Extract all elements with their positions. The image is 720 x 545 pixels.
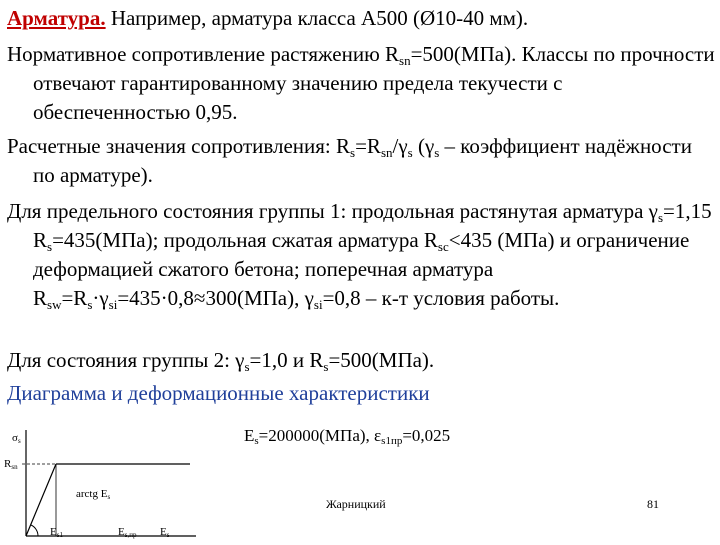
subscript: s bbox=[107, 493, 111, 501]
rsn-label bbox=[4, 458, 18, 470]
text-run: E bbox=[160, 526, 167, 538]
text-run: – коэффициент надёжности по арматуре). bbox=[33, 134, 692, 187]
text-run: E bbox=[50, 526, 57, 538]
subscript: s bbox=[166, 531, 170, 539]
text-run: ·γ bbox=[92, 286, 109, 310]
subscript: sw bbox=[47, 297, 62, 312]
text-run: Нормативное сопротивление растяжению R bbox=[7, 42, 400, 66]
normative-resistance-paragraph bbox=[7, 40, 717, 127]
text-run: arctg E bbox=[76, 488, 108, 500]
author-name: Жарницкий bbox=[326, 497, 386, 511]
text-run: σ bbox=[12, 432, 18, 444]
subscript: sc bbox=[437, 239, 449, 254]
text-run: =0,8 – к-т условия работы. bbox=[322, 286, 560, 310]
subscript: s1пр bbox=[381, 435, 403, 447]
text-run: =1,15 R bbox=[33, 199, 712, 252]
eps-s-label bbox=[160, 526, 169, 538]
subscript: sn bbox=[399, 53, 411, 68]
subscript: sn bbox=[11, 463, 18, 471]
subscript: s bbox=[87, 297, 93, 312]
sigma-label bbox=[12, 432, 21, 444]
text-run: =0,025 bbox=[402, 426, 451, 445]
subscript: s bbox=[47, 239, 53, 254]
text-run: =R bbox=[61, 286, 88, 310]
subscript: s bbox=[434, 145, 440, 160]
text-run: =435·0,8≈300(МПа), γ bbox=[117, 286, 314, 310]
subscript: s bbox=[323, 359, 329, 374]
subscript: sn bbox=[380, 145, 393, 160]
text-run: /γ bbox=[392, 134, 408, 158]
subscript: s bbox=[244, 359, 250, 374]
text-run: =1,0 и R bbox=[249, 348, 324, 372]
text-run: R bbox=[4, 458, 12, 470]
subscript: s bbox=[17, 437, 21, 445]
text-run: <435 (МПа) и ограничение деформацией сжатого бетона; поперечная арматура R bbox=[33, 228, 690, 310]
text-run: =500(МПа). bbox=[328, 348, 435, 372]
text-run: Для состояния группы 2: γ bbox=[7, 348, 245, 372]
text-run: Для предельного состояния группы 1: продольная растянутая арматура γ bbox=[7, 199, 658, 223]
eps1-label bbox=[50, 526, 63, 538]
eps-pr-label bbox=[118, 526, 136, 538]
subscript: s1 bbox=[56, 531, 63, 539]
subscript: s bbox=[407, 145, 413, 160]
text-run: E bbox=[118, 526, 125, 538]
subscript: s bbox=[657, 210, 664, 225]
intro-paragraph bbox=[7, 4, 717, 33]
angle-arc bbox=[31, 525, 38, 536]
text-run: =200000(МПа), ε bbox=[258, 426, 382, 445]
page-number: 81 bbox=[647, 497, 659, 511]
limit-state-group2-paragraph bbox=[7, 346, 717, 375]
subscript: s,пр bbox=[124, 531, 137, 539]
design-resistance-paragraph bbox=[7, 132, 717, 190]
arctg-label bbox=[76, 488, 110, 500]
subscript: s bbox=[350, 145, 356, 160]
text-run: =500(МПа). Классы по прочности отвечают гарантированному значению предела текучести с обеспеченностью 0,95. bbox=[33, 42, 715, 124]
modulus-formula bbox=[244, 425, 450, 447]
diagram-heading: Диаграмма и деформационные характеристики bbox=[7, 381, 430, 405]
limit-state-group1-paragraph bbox=[7, 197, 717, 313]
text-run: E bbox=[244, 426, 255, 445]
diagram-graphic bbox=[0, 426, 200, 540]
intro-text: Например, арматура класса А500 (Ø10-40 мм). bbox=[105, 6, 529, 30]
text-run: =435(МПа); продольная сжатая арматура R bbox=[52, 228, 438, 252]
subscript: si bbox=[313, 297, 323, 312]
stress-strain-diagram bbox=[0, 426, 200, 540]
subscript: si bbox=[108, 297, 118, 312]
text-run: =R bbox=[355, 134, 381, 158]
subscript: s bbox=[254, 435, 259, 447]
text-run: (γ bbox=[412, 134, 435, 158]
section-title: Арматура. bbox=[7, 6, 106, 30]
text-run: Расчетные значения сопротивления: R bbox=[7, 134, 351, 158]
